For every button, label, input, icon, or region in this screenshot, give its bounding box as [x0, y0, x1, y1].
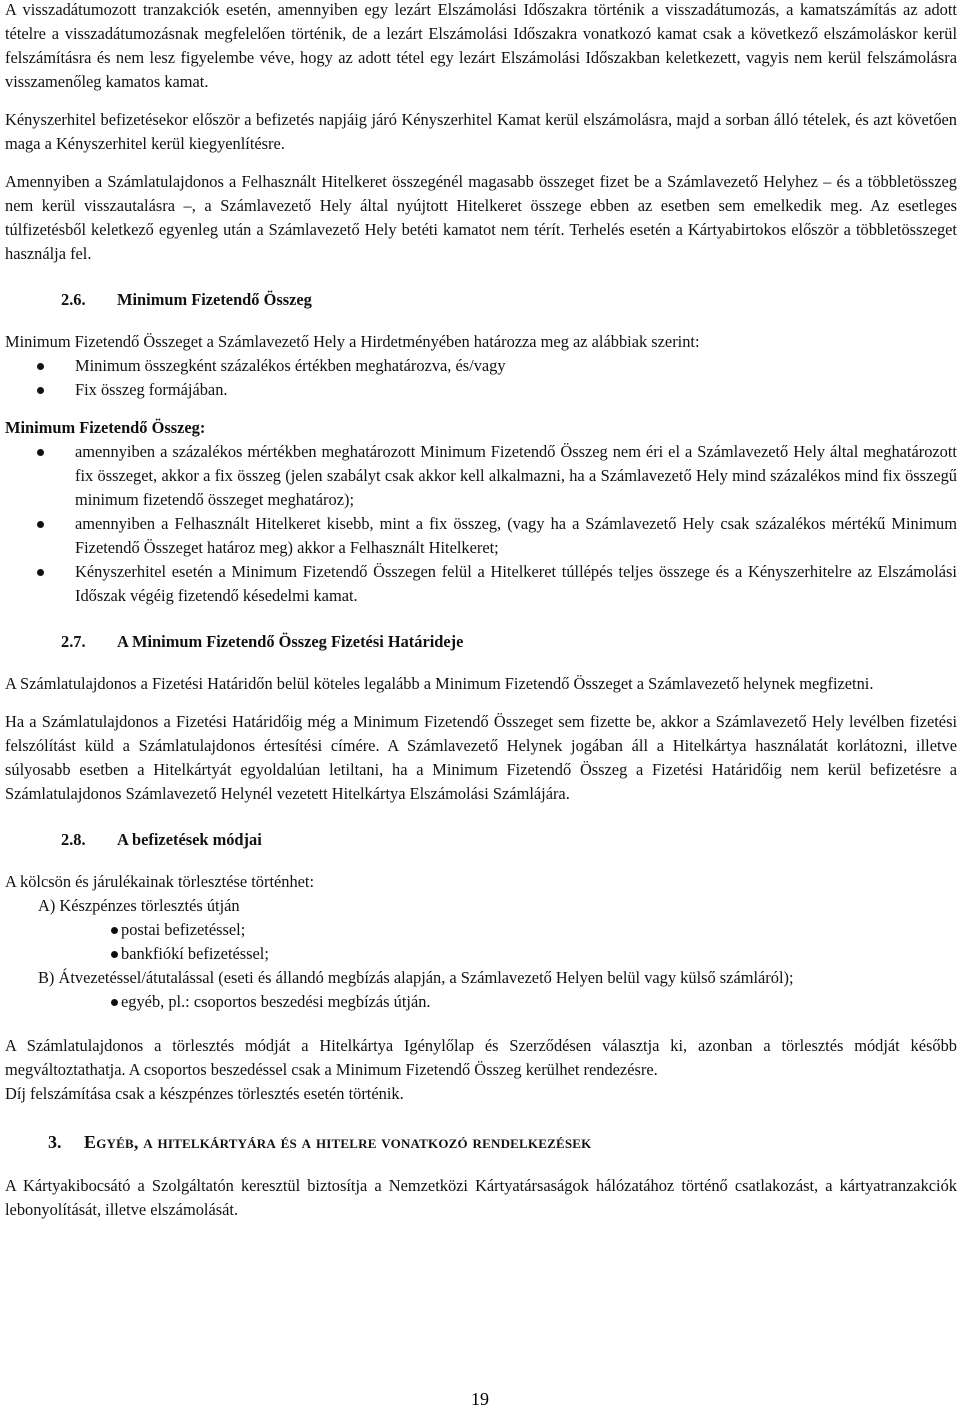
bullet-icon — [111, 999, 118, 1006]
section-2-8-intro: A kölcsön és járulékainak törlesztése történhet: — [5, 872, 315, 891]
list-item: Minimum összegként százalékos értékben meghatározva, és/vagy — [5, 354, 957, 378]
section-3-heading — [5, 1130, 957, 1154]
list-item: bankfiókí befizetéssel; — [5, 942, 957, 966]
page-number: 19 — [471, 1389, 489, 1409]
section-2-8-paragraph: A Számlatulajdonos a törlesztés módját a Hitelkártya Igénylőlap és Szerződésen választja ki, azonban a törlesztés módját később megváltoztathatja. A csoportos beszedéssel csak a Minimum Fizetendő Összeg kerülhet rendezésre. — [5, 1036, 957, 1079]
section-title: A befizetések módjai — [117, 830, 262, 849]
sub-label: Minimum Fizetendő Összeg: — [5, 418, 206, 437]
bullet-list — [5, 440, 957, 608]
document-page — [5, 0, 957, 1222]
section-number: 2.6. — [61, 290, 86, 309]
option-a-label: A) Készpénzes törlesztés útján — [38, 896, 240, 915]
bullet-icon — [37, 449, 44, 456]
section-title: Egyéb, a hitelkártyára és a hitelre vonatkozó rendelkezések — [84, 1132, 592, 1152]
paragraph-backdated-transactions: A visszadátumozott tranzakciók esetén, amennyiben egy lezárt Elszámolási Időszakra történik a visszadátumozás, a kamatszámítás az adott tételre a visszadátumozásnak megfelelően történik, de a lezárt Elszámolási Időszakra vonatkozó kamat csak a következő elszámoláskor kerül felszámításra és nem lesz figyelembe véve, hogy az adott tétel egy lezárt Elszámolási Időszakban keletkezett, vagyis nem kerül felszámolásra visszamenőleg kamatos kamat. — [5, 0, 957, 91]
section-2-7-heading — [5, 630, 957, 654]
bullet-list — [5, 354, 957, 402]
section-2-8-heading — [5, 828, 957, 852]
list-item: postai befizetéssel; — [5, 918, 957, 942]
section-2-6-intro: Minimum Fizetendő Összeget a Számlavezető Hely a Hirdetményében határozza meg az alábbiak szerint: — [5, 332, 700, 351]
list-item: amennyiben a százalékos mértékben meghatározott Minimum Fizetendő Összeg nem éri el a Számlavezető Hely által meghatározott fix összeget, akkor a fix összeg (jelen szabályt csak akkor kell alkalmazni, ha a Számlavezető Hely mind százalékos mind fix összegű minimum fizetendő összeget meghatároz); — [5, 440, 957, 512]
list-item: Kényszerhitel esetén a Minimum Fizetendő Összegen felül a Hitelkeret túllépés teljes összege és a Kényszerhitelre az Elszámolási Időszak végéig fizetendő késedelmi kamat. — [5, 560, 957, 608]
section-2-8-fee: Díj felszámítása csak a készpénzes törlesztés esetén történik. — [5, 1084, 404, 1103]
list-item: Fix összeg formájában. — [5, 378, 957, 402]
section-3-paragraph: A Kártyakibocsátó a Szolgáltatón keresztül biztosítja a Nemzetközi Kártyatársaságok hálózatához történő csatlakozást, a kártyatranzakciók lebonyolítását, illetve elszámolását. — [5, 1176, 957, 1219]
section-title: A Minimum Fizetendő Összeg Fizetési Határideje — [117, 632, 464, 651]
bullet-icon — [37, 387, 44, 394]
paragraph-overpayment: Amennyiben a Számlatulajdonos a Felhasznált Hitelkeret összegénél magasabb összeget fizet be a Számlavezető Helyhez – és a többletösszeg nem kerül visszautalásra –, a Számlavezető Hely által nyújtott Hitelkeret összege ebben az esetben sem emelkedik meg. Az esetleges túlfizetésből keletkező egyenleg után a Számlavezető Hely betéti kamatot nem térít. Terhelés esetén a Kártyabirtokos először a többletösszeget használja fel. — [5, 172, 957, 263]
bullet-icon — [37, 569, 44, 576]
section-number: 2.8. — [61, 830, 86, 849]
list-item: amennyiben a Felhasznált Hitelkeret kisebb, mint a fix összeg, (vagy ha a Számlavezető Hely csak százalékos mértékű Minimum Fizetendő Összeget határoz meg) akkor a Felhasznált Hitelkeret; — [5, 512, 957, 560]
section-2-7-paragraph: A Számlatulajdonos a Fizetési Határidőn belül köteles legalább a Minimum Fizetendő Összeget a Számlavezető helynek megfizetni. — [5, 674, 874, 693]
section-number: 2.7. — [61, 632, 86, 651]
section-2-6-heading — [5, 288, 957, 312]
list-item: egyéb, pl.: csoportos beszedési megbízás útján. — [5, 990, 957, 1014]
section-number: 3. — [48, 1132, 62, 1152]
section-title: Minimum Fizetendő Összeg — [117, 290, 312, 309]
section-2-7-paragraph: Ha a Számlatulajdonos a Fizetési Határidőig még a Minimum Fizetendő Összeget sem fizette be, akkor a Számlavezető Hely levélben fizetési felszólítást küld a Számlatulajdonos értesítési címére. A Számlavezető Helynek jogában áll a Hitelkártya használatát korlátozni, illetve súlyosabb esetben a Hitelkártyát egyoldalúan letiltani, ha a Minimum Fizetendő Összeg a Fizetési Határidőig nem kerül befizetésre a Számlatulajdonos Számlavezető Helynél vezetett Hitelkártya Elszámolási Számlájára. — [5, 712, 957, 803]
bullet-icon — [37, 521, 44, 528]
bullet-icon — [111, 927, 118, 934]
paragraph-forced-credit: Kényszerhitel befizetésekor először a befizetés napjáig járó Kényszerhitel Kamat kerül elszámolásra, majd a sorban álló tételek, és azt követően maga a Kényszerhitel kerül kiegyenlítésre. — [5, 110, 957, 153]
option-b-label: B) Átvezetéssel/átutalással (eseti és állandó megbízás alapján, a Számlavezető Helyen belül vagy külső számláról); — [38, 968, 794, 987]
bullet-icon — [37, 363, 44, 370]
bullet-icon — [111, 951, 118, 958]
